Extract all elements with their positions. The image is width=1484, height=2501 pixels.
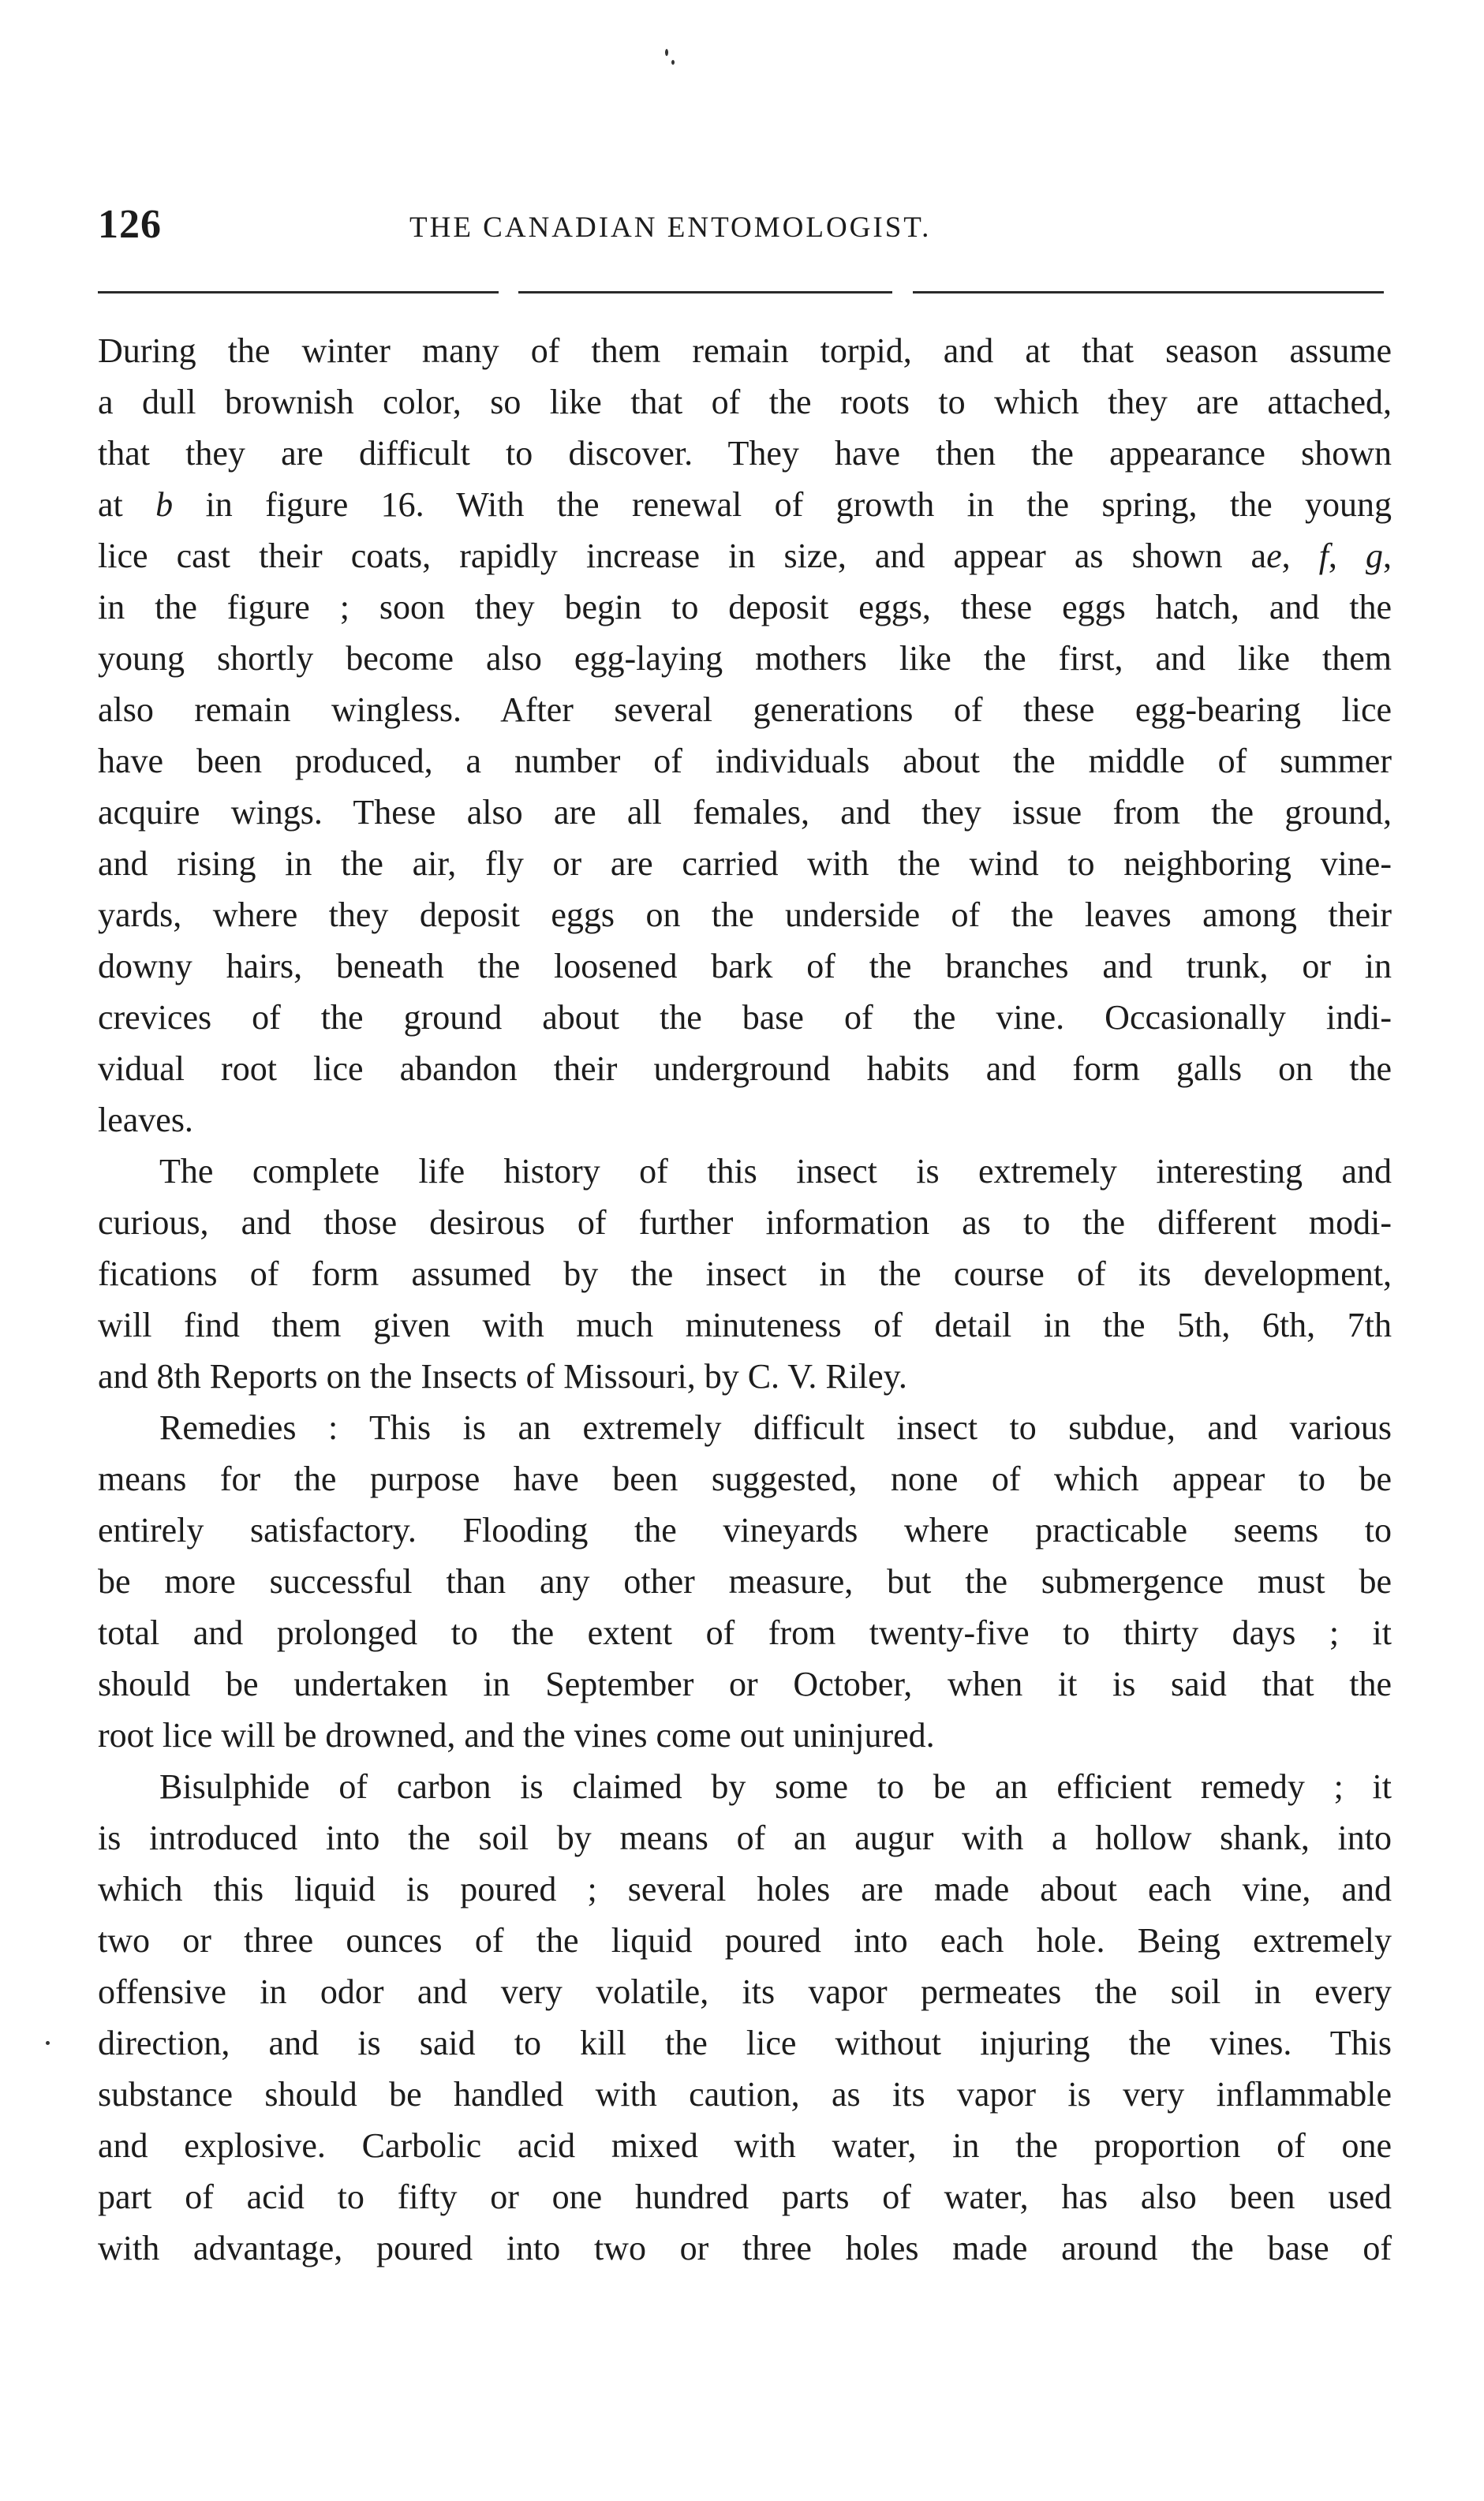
text-line: The complete life history of this insect is extremely interesting and bbox=[159, 1152, 1392, 1191]
text-line: fications of form assumed by the insect in the course of its development, bbox=[98, 1254, 1392, 1293]
text-line: acquire wings. These also are all females, and they issue from the ground, bbox=[98, 793, 1392, 832]
text-line: should be undertaken in September or October, when it is said that the bbox=[98, 1665, 1392, 1703]
text-line: young shortly become also egg-laying mothers like the first, and like them bbox=[98, 639, 1392, 678]
header-rule bbox=[98, 291, 499, 293]
text-line: leaves. bbox=[98, 1101, 193, 1139]
text-line: be more successful than any other measure, but the submergence must be bbox=[98, 1562, 1392, 1601]
text-line: that they are difficult to discover. They have then the appearance shown bbox=[98, 434, 1392, 473]
text-line: substance should be handled with caution, as its vapor is very inflammable bbox=[98, 2075, 1392, 2114]
text-line: entirely satisfactory. Flooding the vineyards where practicable seems to bbox=[98, 1511, 1392, 1550]
text-line: in the figure ; soon they begin to deposit eggs, these eggs hatch, and the bbox=[98, 588, 1392, 626]
ink-speck bbox=[665, 49, 668, 56]
text-line: is introduced into the soil by means of an augur with a hollow shank, into bbox=[98, 1819, 1392, 1857]
text-line: vidual root lice abandon their underground habits and form galls on the bbox=[98, 1049, 1392, 1088]
text-line: curious, and those desirous of further information as to the different modi- bbox=[98, 1203, 1392, 1242]
text-line: and explosive. Carbolic acid mixed with water, in the proportion of one bbox=[98, 2126, 1392, 2165]
text-line: Remedies : This is an extremely difficult insect to subdue, and various bbox=[159, 1408, 1392, 1447]
text-line: which this liquid is poured ; several holes are made about each vine, and bbox=[98, 1870, 1392, 1908]
text-line: also remain wingless. After several generations of these egg-bearing lice bbox=[98, 690, 1392, 729]
text-line: downy hairs, beneath the loosened bark of the branches and trunk, or in bbox=[98, 947, 1392, 985]
text-line: will find them given with much minuteness of detail in the 5th, 6th, 7th bbox=[98, 1306, 1392, 1344]
text-line: Bisulphide of carbon is claimed by some to be an efficient remedy ; it bbox=[159, 1767, 1392, 1806]
text-line: offensive in odor and very volatile, its vapor permeates the soil in every bbox=[98, 1972, 1392, 2011]
text-line: crevices of the ground about the base of the vine. Occasionally indi- bbox=[98, 998, 1392, 1037]
text-line: at b in figure 16. With the renewal of growth in the spring, the young bbox=[98, 485, 1392, 524]
ink-speck bbox=[671, 60, 675, 65]
text-line: and 8th Reports on the Insects of Missouri, by C. V. Riley. bbox=[98, 1357, 907, 1396]
ink-speck bbox=[46, 2041, 50, 2045]
header-rule bbox=[518, 291, 892, 293]
text-line: lice cast their coats, rapidly increase in size, and appear as shown ae, f, g, bbox=[98, 536, 1392, 575]
text-line: yards, where they deposit eggs on the underside of the leaves among their bbox=[98, 895, 1392, 934]
text-line: part of acid to fifty or one hundred parts of water, has also been used bbox=[98, 2178, 1392, 2216]
text-line: root lice will be drowned, and the vines come out uninjured. bbox=[98, 1716, 935, 1755]
text-line: and rising in the air, fly or are carried with the wind to neighboring vine- bbox=[98, 844, 1392, 883]
text-line: with advantage, poured into two or three holes made around the base of bbox=[98, 2229, 1392, 2267]
text-line: a dull brownish color, so like that of the roots to which they are attached, bbox=[98, 383, 1392, 421]
text-line: direction, and is said to kill the lice without injuring the vines. This bbox=[98, 2024, 1392, 2062]
page-number: 126 bbox=[98, 202, 162, 247]
header-rule bbox=[913, 291, 1384, 293]
text-line: total and prolonged to the extent of from twenty-five to thirty days ; it bbox=[98, 1613, 1392, 1652]
text-line: During the winter many of them remain torpid, and at that season assume bbox=[98, 331, 1392, 370]
text-line: have been produced, a number of individuals about the middle of summer bbox=[98, 742, 1392, 780]
body-text bbox=[98, 325, 1392, 2274]
running-head: THE CANADIAN ENTOMOLOGIST. bbox=[409, 211, 932, 244]
text-line: means for the purpose have been suggested, none of which appear to be bbox=[98, 1460, 1392, 1498]
page-header bbox=[98, 201, 1384, 256]
text-line: two or three ounces of the liquid poured into each hole. Being extremely bbox=[98, 1921, 1392, 1960]
